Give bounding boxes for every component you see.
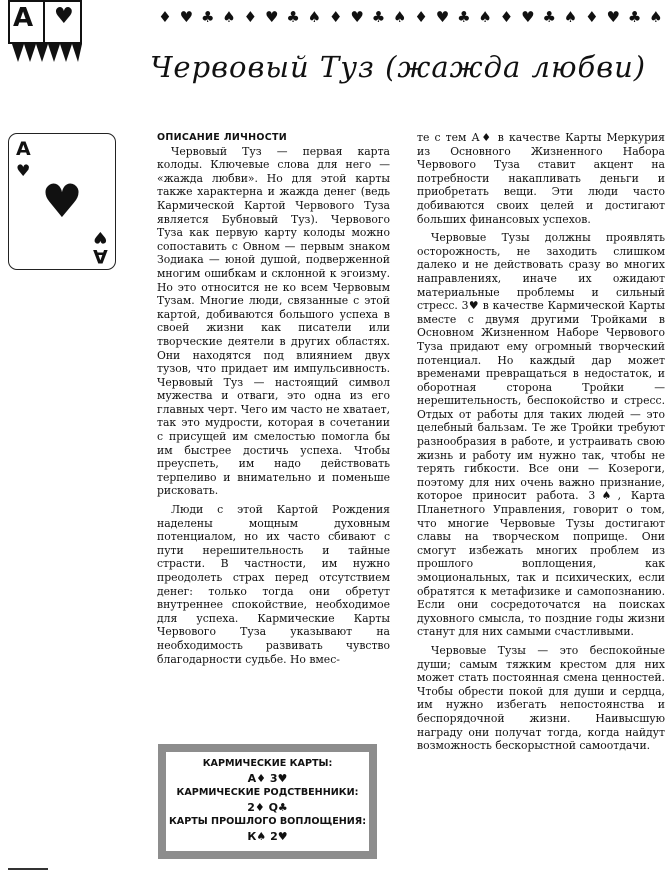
heart-icon: ♥ — [179, 8, 194, 26]
card-rank-bottom: A — [93, 245, 108, 267]
karmic-cards-box — [158, 744, 377, 859]
club-icon: ♣ — [371, 8, 386, 26]
spade-icon: ♠ — [649, 8, 663, 26]
heart-icon: ♥ — [435, 8, 450, 26]
spade-icon: ♠ — [393, 8, 407, 26]
spade-icon: ♠ — [222, 8, 236, 26]
right-text-column — [417, 131, 665, 753]
spade-icon: ♠ — [478, 8, 492, 26]
karmic-relatives-value: 2♦ Q♣ — [247, 801, 288, 814]
suit-ornament-row — [158, 8, 663, 26]
diamond-icon: ♦ — [243, 8, 258, 26]
past-life-value: К♠ 2♥ — [247, 830, 288, 843]
ace-of-hearts-card — [8, 133, 116, 270]
heart-icon: ♥ — [41, 174, 83, 228]
paragraph: Червовые Тузы должны проявлять осторожность, не заходить слишком далеко и не действовать сразу во многих направлениях, иначе их ожидают материальные проблемы и сильный стресс. 3♥ в качестве Кармической Карты вместе с двумя другими Тройками в Основном Жизненном Наборе Червового Туза придают ему огромный творческий потенциал. Но каждый дар может временами превращаться в недостаток, и оборотная сторона Тройки — нерешительность, беспокойство и стресс. Отдых от работы для таких людей — это целебный бальзам. Те же Тройки требуют разнообразия в работе, и устраивать свою жизнь и работу им нужно так, чтобы не терять гибкости. Все они — Козероги, поэтому для них очень важно признание, которое приносит работа. 3♠, Карта Планетного Управления, говорит о том, что многие Червовые Тузы достигают славы на творческом поприще. Они смогут избежать многих проблем из прошлого воплощения, как эмоциональных, так и психических, если обратятся к метафизике и самопознанию. Если они сосредоточатся на поисках духовного смысла, то поздние годы жизни станут для них самыми счастливыми. — [417, 231, 665, 639]
spade-icon: ♠ — [563, 8, 578, 26]
karmic-cards-value: А♦ 3♥ — [247, 772, 288, 785]
paragraph: Червовый Туз — первая карта колоды. Ключевые слова для него — «жажда любви». Но для этой карты также характерна и жажда денег (ведь Кармической Картой Червового Туза является Бубновый Туз). Червового Туза как первую карту колоды можно сопоставить с Овном — первым знаком Зодиака — юной душой, подверженной многим ошибкам и склонной к эгоизму. Но это относится не ко всем Червовым Тузам. Многие люди, связанные с этой картой, добиваются большого успеха в своей жизни как писатели или творческие деятели в других областях. Они находятся под влиянием двух тузов, что придает им импульсивность. Червовый Туз — настоящий символ мужества и отваги, это одна из его главных черт. Чего им часто не хватает, так это мудрости, которая в сочетании с присущей им смелостью помогла бы им быстрее достичь успеха. Чтобы преуспеть, им надо действовать терпеливо и внимательно и поменьше рисковать. — [157, 144, 390, 498]
heart-icon: ♥ — [606, 8, 620, 26]
heart-icon: ♥ — [521, 8, 535, 26]
diamond-icon: ♦ — [158, 8, 172, 26]
diamond-icon: ♦ — [329, 8, 343, 26]
paragraph: Червовые Тузы — это беспокойные души; самым тяжким крестом для них может стать постоянная смена ценностей. Чтобы обрести покой для души и сердца, им нужно избегать непостоянства и беспорядочной жизни. Наивысшую награду они получат тогда, когда найдут возможность бескорыстной самоотдачи. — [417, 643, 665, 753]
page-edge-mark — [8, 868, 48, 870]
club-icon: ♣ — [542, 8, 556, 26]
banner-divider — [43, 0, 45, 42]
diamond-icon: ♦ — [585, 8, 599, 26]
paragraph: те с тем А♦ в качестве Карты Меркурия из Основного Жизненного Набора Червового Туза ставит акцент на потребности накапливать деньги и приобретать вещи. Эти люди часто добиваются своих целей и достигают больших финансовых успехов. — [417, 131, 665, 226]
spade-icon: ♠ — [307, 8, 322, 26]
club-icon: ♣ — [457, 8, 471, 26]
past-life-heading: КАРТЫ ПРОШЛОГО ВОПЛОЩЕНИЯ: — [168, 816, 367, 827]
club-icon: ♣ — [627, 8, 642, 26]
diamond-icon: ♦ — [499, 8, 514, 26]
card-rank-top: A — [16, 138, 31, 160]
heart-icon: ♥ — [54, 4, 74, 29]
left-text-column — [157, 131, 390, 666]
club-icon: ♣ — [200, 8, 215, 26]
banner-letter: A — [13, 3, 34, 33]
section-heading: ОПИСАНИЕ ЛИЧНОСТИ — [157, 132, 288, 143]
chapter-banner — [8, 0, 82, 64]
heart-icon: ♥ — [264, 8, 279, 26]
karmic-cards-heading: КАРМИЧЕСКИЕ КАРТЫ: — [202, 758, 333, 769]
heart-icon: ♥ — [350, 8, 364, 26]
card-corner-bottom — [93, 228, 108, 265]
karmic-cards-inner — [166, 752, 369, 851]
paragraph: Люди с этой Картой Рождения наделены мощным духовным потенциалом, но их часто сбивают с пути нерешительность и тайные страсти. В частности, им нужно преодолеть страх перед отсутствием денег: только тогда они обретут внутреннее спокойствие, необходимое для успеха. Кармические Карты Червового Туза указывают на необходимость развивать чувство благодарности судьбе. Но вмес- — [157, 503, 390, 666]
karmic-relatives-heading: КАРМИЧЕСКИЕ РОДСТВЕННИКИ: — [176, 787, 359, 798]
club-icon: ♣ — [286, 8, 300, 26]
diamond-icon: ♦ — [414, 8, 428, 26]
page-title: Червовый Туз (жажда любви) — [150, 50, 647, 84]
banner-fringe — [8, 42, 82, 64]
heart-icon: ♥ — [93, 228, 108, 247]
heart-icon: ♥ — [16, 161, 31, 180]
